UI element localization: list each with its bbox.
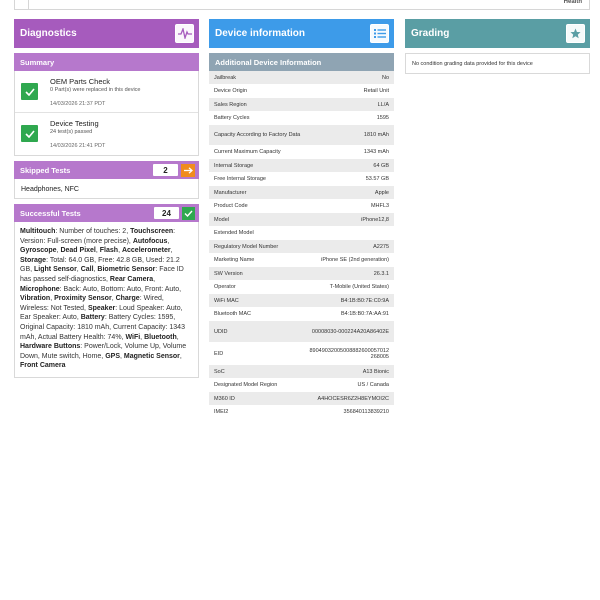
info-row bbox=[209, 112, 394, 125]
check-icon bbox=[182, 207, 195, 220]
info-row bbox=[209, 125, 394, 146]
top-panel-edge bbox=[14, 0, 590, 10]
check-icon bbox=[21, 125, 38, 142]
arrow-right-icon[interactable] bbox=[181, 164, 195, 177]
info-key: Device Origin bbox=[214, 88, 248, 94]
skipped-tests-list: Headphones, NFC bbox=[14, 179, 199, 199]
info-row bbox=[209, 186, 394, 200]
summary-title: Summary bbox=[20, 57, 55, 67]
info-value: A13 Bionic bbox=[362, 368, 389, 375]
info-key: SW Version bbox=[214, 270, 243, 277]
info-value: A2275 bbox=[373, 243, 389, 250]
info-key: Capacity According to Factory Data bbox=[214, 132, 301, 138]
info-row bbox=[209, 365, 394, 379]
device-info-column bbox=[209, 19, 394, 419]
info-key: EID bbox=[214, 350, 224, 357]
info-value: 1810 mAh bbox=[363, 132, 389, 138]
info-key: Operator bbox=[214, 284, 236, 290]
info-key: Internal Storage bbox=[214, 162, 254, 169]
info-value: 64 GB bbox=[373, 162, 389, 169]
health-label: Health bbox=[563, 0, 582, 5]
device-info-table bbox=[209, 71, 394, 419]
info-key: M360 ID bbox=[214, 395, 235, 402]
info-key: Marketing Name bbox=[214, 257, 255, 263]
heartbeat-icon[interactable] bbox=[175, 24, 194, 43]
successful-tests-details: Multitouch: Number of touches: 2, Touchscreen: Version: Full-screen (more precise), Autofocus, Gyroscope, Dead Pixel, Flash, Accelerometer, Storage: Total: 64.0 GB, Free: 42.8 GB, Used: 21.2 GB, Light Sensor, Call, Biometric Sensor: Face ID has passed self-diagnostics, Rear Camera, Microphone: Back: Auto, Bottom: Auto, Front: Auto, Vibration, Proximity Sensor, Charge: Wired, Wireless: Not Tested, Speaker: Loud Speaker: Auto, Ear Speaker: Auto, Battery: Battery Cycles: 1595, Original Capacity: 1810 mAh, Current Capacity: 1343 mAh, Actual Battery Health: 74%, WiFi, Bluetooth, Hardware Buttons: Power/Lock, Volume Up, Volume Down, Mute switch, Home, GPS, Magnetic Sensor, Front Camera bbox=[14, 222, 199, 378]
info-value: 26.3.1 bbox=[373, 270, 389, 277]
info-value: MHFL3 bbox=[370, 203, 389, 209]
info-row bbox=[209, 281, 394, 294]
info-key: Sales Region bbox=[214, 101, 247, 108]
successful-tests-header[interactable] bbox=[14, 204, 199, 222]
info-key: Free Internal Storage bbox=[214, 176, 266, 182]
info-key: SoC bbox=[214, 368, 225, 375]
additional-info-header bbox=[209, 53, 394, 71]
info-row bbox=[209, 227, 394, 240]
info-value: US / Canada bbox=[357, 382, 389, 388]
info-row bbox=[209, 146, 394, 159]
info-value: No bbox=[381, 74, 389, 81]
info-row bbox=[209, 267, 394, 281]
star-icon[interactable] bbox=[566, 24, 585, 43]
summary-item-date: 14/03/2026 21:41 PDT bbox=[50, 143, 106, 149]
info-value: 00008030-000224A20A86402E bbox=[311, 328, 389, 335]
successful-count-badge: 24 bbox=[154, 207, 179, 219]
successful-tests-title: Successful Tests bbox=[20, 208, 81, 218]
info-value: B4:1B:B0:7A:AA:91 bbox=[340, 311, 389, 317]
info-key: IMEI2 bbox=[214, 409, 229, 415]
info-key: Current Maximum Capacity bbox=[214, 149, 281, 155]
info-value: 89049032005008882600057012268005 bbox=[309, 347, 389, 360]
grading-empty-message: No condition grading data provided for this device bbox=[405, 53, 590, 74]
info-key: UDID bbox=[214, 328, 228, 335]
info-value: Retail Unit bbox=[363, 88, 389, 94]
info-key: Bluetooth MAC bbox=[214, 311, 251, 317]
grading-header bbox=[405, 19, 590, 48]
info-row bbox=[209, 213, 394, 227]
info-key: Extended Model bbox=[214, 230, 254, 236]
info-row bbox=[209, 159, 394, 173]
info-row bbox=[209, 392, 394, 406]
info-value: B4:1B:B0:7E:C0:9A bbox=[340, 297, 389, 304]
info-value: 356840113839210 bbox=[343, 409, 389, 415]
info-row bbox=[209, 321, 394, 343]
diagnostics-column bbox=[14, 19, 199, 378]
info-row bbox=[209, 379, 394, 392]
device-info-header bbox=[209, 19, 394, 48]
info-key: Manufacturer bbox=[214, 189, 247, 196]
summary-list bbox=[14, 71, 199, 156]
summary-item-title: OEM Parts Check bbox=[50, 77, 111, 86]
info-key: WiFi MAC bbox=[214, 297, 239, 304]
info-value: A4HOCESR6Z2H8EYMOI2C bbox=[317, 395, 389, 402]
info-value: 53.57 GB bbox=[365, 176, 389, 182]
skipped-tests-title: Skipped Tests bbox=[20, 165, 71, 175]
info-value: iPhone SE (2nd generation) bbox=[321, 257, 389, 263]
summary-item-subtitle: 24 test(s) passed bbox=[50, 129, 93, 135]
info-row bbox=[209, 254, 394, 267]
info-value: 1343 mAh bbox=[363, 149, 389, 155]
info-row bbox=[209, 343, 394, 365]
summary-item-oem-parts bbox=[15, 71, 198, 113]
summary-item-subtitle: 0 Part(s) were replaced in this device bbox=[50, 87, 141, 93]
info-value: iPhone12,8 bbox=[361, 216, 389, 223]
summary-item-device-testing bbox=[15, 113, 198, 155]
info-row bbox=[209, 85, 394, 98]
top-panel-divider bbox=[28, 0, 29, 9]
diagnostics-header bbox=[14, 19, 199, 48]
grading-title: Grading bbox=[411, 28, 450, 39]
info-value: T-Mobile (United States) bbox=[329, 284, 389, 290]
summary-item-date: 14/03/2026 21:37 PDT bbox=[50, 101, 106, 107]
info-row bbox=[209, 200, 394, 213]
info-key: Regulatory Model Number bbox=[214, 243, 279, 250]
info-row bbox=[209, 71, 394, 85]
info-key: Jailbreak bbox=[214, 74, 237, 81]
grading-column bbox=[405, 19, 590, 74]
info-key: Designated Model Region bbox=[214, 382, 278, 388]
info-value: LL/A bbox=[377, 101, 389, 108]
info-row bbox=[209, 294, 394, 308]
summary-header bbox=[14, 53, 199, 71]
check-icon bbox=[21, 83, 38, 100]
skipped-count-badge: 2 bbox=[153, 164, 178, 176]
summary-item-title: Device Testing bbox=[50, 119, 99, 128]
info-row bbox=[209, 308, 394, 321]
info-row bbox=[209, 406, 394, 419]
info-row bbox=[209, 173, 394, 186]
diagnostics-title: Diagnostics bbox=[20, 28, 77, 39]
device-info-title: Device information bbox=[215, 28, 306, 39]
info-key: Battery Cycles bbox=[214, 115, 250, 121]
list-icon[interactable] bbox=[370, 24, 389, 43]
info-key: Model bbox=[214, 216, 229, 223]
skipped-tests-header[interactable] bbox=[14, 161, 199, 179]
info-row bbox=[209, 240, 394, 254]
info-key: Product Code bbox=[214, 203, 248, 209]
additional-info-title: Additional Device Information bbox=[215, 57, 322, 67]
info-row bbox=[209, 98, 394, 112]
info-value: 1595 bbox=[376, 115, 389, 121]
info-value: Apple bbox=[374, 189, 389, 196]
